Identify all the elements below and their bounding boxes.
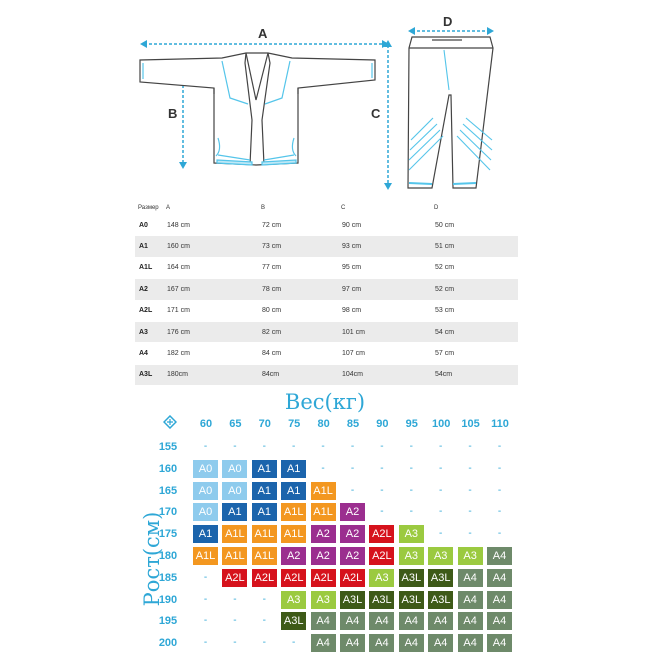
size-cell: A1	[252, 460, 277, 478]
table-row	[135, 300, 518, 321]
weight-label: 105	[461, 418, 480, 430]
size-code: A3L	[135, 364, 163, 385]
size-cell: A2L	[252, 569, 277, 587]
value-b: 80 cm	[258, 300, 338, 321]
weight-label: 75	[288, 418, 301, 430]
size-code: A0	[135, 215, 163, 236]
height-label: 190	[158, 593, 178, 606]
size-table-header	[135, 202, 518, 215]
size-cell: A1	[281, 482, 306, 500]
size-icon	[163, 415, 177, 429]
empty-cell: -	[409, 462, 413, 474]
value-d: 52 cm	[431, 257, 518, 278]
size-cell: A4	[487, 634, 512, 652]
empty-cell: -	[497, 441, 502, 452]
size-cell: A3	[311, 591, 336, 609]
empty-cell: -	[203, 615, 208, 627]
size-cell: A3L	[281, 612, 306, 630]
size-cell: A0	[193, 482, 218, 500]
size-cell: A4	[369, 612, 394, 630]
size-cell: A1L	[193, 547, 218, 565]
empty-cell: -	[262, 615, 266, 627]
size-cell: A2L	[340, 569, 365, 587]
empty-cell: -	[203, 571, 208, 583]
size-cell: A3	[281, 591, 306, 609]
table-row	[135, 236, 518, 257]
size-cell: A3L	[428, 569, 453, 587]
table-row	[135, 215, 518, 236]
size-cell: A2	[340, 503, 365, 521]
size-cell: A3	[399, 525, 424, 543]
size-cell: A4	[311, 634, 336, 652]
size-cell: A4	[487, 591, 512, 609]
empty-cell: -	[262, 637, 266, 649]
dimension-b-label: B	[168, 106, 178, 121]
empty-cell: -	[380, 506, 384, 518]
dimension-c-label: C	[371, 106, 381, 121]
empty-cell: -	[233, 593, 237, 605]
empty-cell: -	[439, 484, 443, 496]
weight-label: 60	[199, 418, 213, 430]
size-cell: A2L	[311, 569, 336, 587]
empty-cell: -	[380, 441, 384, 452]
value-c: 98 cm	[338, 300, 431, 321]
size-cell: A1L	[281, 503, 306, 521]
size-cell: A3L	[369, 591, 394, 609]
value-c: 93 cm	[338, 236, 431, 257]
size-cell: A2	[311, 547, 336, 565]
value-b: 72 cm	[258, 215, 338, 236]
size-cell: A1	[222, 503, 247, 521]
table-row	[135, 279, 518, 300]
dimension-d-label: D	[443, 14, 453, 29]
value-a: 148 cm	[163, 215, 258, 236]
value-b: 78 cm	[258, 279, 338, 300]
empty-cell: -	[409, 484, 413, 496]
size-cell: A2L	[222, 569, 247, 587]
size-cell: A0	[193, 503, 218, 521]
size-cell: A3L	[399, 591, 424, 609]
size-cell: A2	[281, 547, 306, 565]
size-cell: A4	[428, 612, 453, 630]
size-cell: A3	[458, 547, 483, 565]
table-row	[135, 257, 518, 278]
size-cell: A2	[340, 525, 365, 543]
empty-cell: -	[233, 637, 237, 649]
empty-cell: -	[497, 528, 502, 540]
empty-cell: -	[233, 441, 237, 452]
size-cell: A4	[458, 634, 483, 652]
size-cell: A2L	[369, 525, 394, 543]
value-d: 57 cm	[431, 343, 518, 364]
height-label: 165	[158, 484, 178, 497]
size-cell: A3L	[399, 569, 424, 587]
value-c: 101 cm	[338, 321, 431, 342]
size-cell: A4	[458, 612, 483, 630]
size-cell: A0	[222, 482, 247, 500]
empty-cell: -	[262, 593, 266, 605]
size-cell: A1	[193, 525, 218, 543]
empty-cell: -	[233, 615, 237, 627]
value-b: 77 cm	[258, 257, 338, 278]
size-cell: A1	[281, 460, 306, 478]
size-cell: A4	[340, 612, 365, 630]
chart-ylabel: Рост(см)	[140, 511, 164, 607]
table-row	[135, 321, 518, 342]
value-d: 54cm	[431, 364, 518, 385]
size-cell: A4	[369, 634, 394, 652]
height-label: 185	[158, 571, 178, 584]
empty-cell: -	[468, 441, 472, 452]
value-c: 107 cm	[338, 343, 431, 364]
height-label: 175	[158, 528, 178, 541]
size-cell: A3L	[340, 591, 365, 609]
empty-cell: -	[321, 462, 325, 474]
pants-drawing	[408, 37, 493, 188]
value-a: 164 cm	[163, 257, 258, 278]
value-a: 167 cm	[163, 279, 258, 300]
empty-cell: -	[380, 462, 384, 474]
empty-cell: -	[203, 593, 208, 605]
size-code: A1	[135, 236, 163, 257]
dimension-c	[384, 40, 392, 190]
height-label: 155	[158, 441, 178, 453]
size-cell: A0	[222, 460, 247, 478]
empty-cell: -	[468, 484, 472, 496]
value-c: 97 cm	[338, 279, 431, 300]
empty-cell: -	[292, 441, 296, 452]
size-cell: A2L	[281, 569, 306, 587]
empty-cell: -	[409, 441, 413, 452]
value-d: 51 cm	[431, 236, 518, 257]
value-b: 84 cm	[258, 343, 338, 364]
empty-cell: -	[468, 506, 472, 518]
size-code: A3	[135, 321, 163, 342]
size-cell: A1L	[222, 547, 247, 565]
size-cell: A4	[487, 612, 512, 630]
value-c: 95 cm	[338, 257, 431, 278]
table-row	[135, 343, 518, 364]
size-cell: A2L	[369, 547, 394, 565]
weight-label: 85	[346, 418, 360, 430]
empty-cell: -	[262, 441, 266, 452]
weight-label: 100	[432, 418, 451, 430]
size-cell: A4	[458, 591, 483, 609]
size-cell: A4	[399, 634, 424, 652]
height-label: 200	[158, 637, 178, 650]
size-cell: A1	[252, 503, 277, 521]
empty-cell: -	[439, 441, 443, 452]
header-size: Размер	[138, 205, 159, 211]
value-d: 50 cm	[431, 215, 518, 236]
empty-cell: -	[497, 462, 502, 474]
empty-cell: -	[439, 462, 443, 474]
empty-cell: -	[350, 462, 355, 474]
empty-cell: -	[409, 506, 413, 518]
size-cell: A1	[252, 482, 277, 500]
value-b: 82 cm	[258, 321, 338, 342]
empty-cell: -	[350, 441, 355, 452]
value-a: 171 cm	[163, 300, 258, 321]
value-c: 104cm	[338, 364, 431, 385]
empty-cell: -	[350, 484, 355, 496]
garment-diagram	[0, 0, 652, 200]
size-cell: A1L	[311, 503, 336, 521]
value-d: 52 cm	[431, 279, 518, 300]
size-table	[135, 202, 518, 385]
empty-cell: -	[292, 637, 296, 649]
empty-cell: -	[439, 506, 443, 518]
dimension-a	[140, 40, 389, 48]
empty-cell: -	[203, 637, 208, 649]
size-cell: A0	[193, 460, 218, 478]
size-cell: A1L	[311, 482, 336, 500]
size-code: A2	[135, 279, 163, 300]
empty-cell: -	[439, 528, 443, 540]
size-cell: A1L	[281, 525, 306, 543]
header-a: A	[166, 205, 171, 211]
size-cell: A2	[311, 525, 336, 543]
size-cell: A1L	[222, 525, 247, 543]
empty-cell: -	[468, 528, 472, 540]
dimension-a-label: A	[258, 26, 268, 41]
size-cell: A4	[487, 547, 512, 565]
value-b: 73 cm	[258, 236, 338, 257]
weight-label: 110	[491, 418, 509, 430]
empty-cell: -	[321, 441, 325, 452]
header-c: C	[341, 205, 346, 211]
height-label: 180	[158, 550, 178, 562]
size-cell: A3	[399, 547, 424, 565]
size-code: A1L	[135, 257, 163, 278]
header-d: D	[434, 205, 439, 211]
empty-cell: -	[203, 441, 208, 452]
size-cell: A4	[399, 612, 424, 630]
size-cell: A1L	[252, 547, 277, 565]
value-a: 180cm	[163, 364, 258, 385]
size-cell: A3	[428, 547, 453, 565]
size-cell: A3L	[428, 591, 453, 609]
empty-cell: -	[468, 462, 472, 474]
value-a: 160 cm	[163, 236, 258, 257]
size-cell: A4	[311, 612, 336, 630]
empty-cell: -	[497, 484, 502, 496]
value-b: 84cm	[258, 364, 338, 385]
weight-label: 70	[258, 418, 271, 430]
value-a: 176 cm	[163, 321, 258, 342]
header-b: B	[261, 205, 266, 211]
height-label: 170	[158, 506, 178, 519]
size-cell: A4	[487, 569, 512, 587]
weight-label: 90	[376, 418, 389, 430]
size-cell: A3	[369, 569, 394, 587]
weight-label: 65	[229, 418, 242, 430]
value-a: 182 cm	[163, 343, 258, 364]
height-label: 160	[158, 462, 178, 475]
chart-title: Вес(кг)	[284, 390, 366, 414]
size-cell: A2	[340, 547, 365, 565]
size-cell: A4	[458, 569, 483, 587]
value-d: 53 cm	[431, 300, 518, 321]
table-row	[135, 364, 518, 385]
size-code: A2L	[135, 300, 163, 321]
size-cell: A4	[428, 634, 453, 652]
weight-label: 80	[317, 418, 330, 430]
size-cell: A1L	[252, 525, 277, 543]
value-d: 54 cm	[431, 321, 518, 342]
empty-cell: -	[380, 484, 384, 496]
empty-cell: -	[497, 506, 502, 518]
height-label: 195	[158, 615, 178, 628]
weight-label: 95	[405, 418, 418, 430]
value-c: 90 cm	[338, 215, 431, 236]
size-code: A4	[135, 343, 163, 364]
size-cell: A4	[340, 634, 365, 652]
